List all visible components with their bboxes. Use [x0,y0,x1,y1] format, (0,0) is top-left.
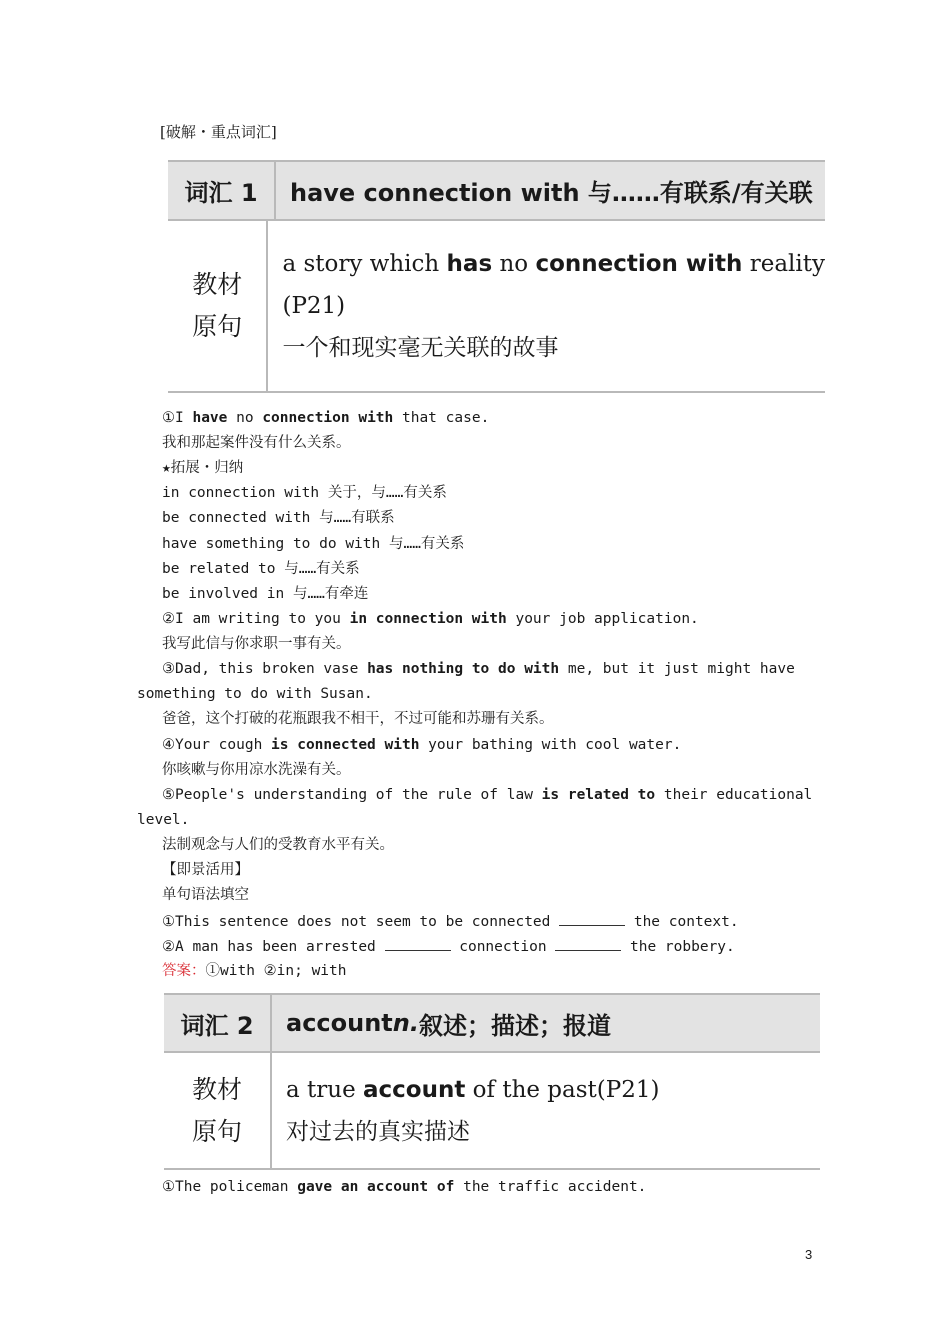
example-line-continued: something to do with Susan. [137,686,373,702]
phrase-line: be involved in 与……有牵连 [162,586,369,602]
vocab-table-body [164,1053,820,1170]
translation-line: 我写此信与你求职一事有关。 [162,636,351,652]
example-line: ②I am writing to you in connection with your job application. [162,611,699,627]
example-line-continued: level. [137,812,190,828]
translation-line: 法制观念与人们的受教育水平有关。 [162,837,394,853]
vocab-table-2 [164,993,820,1170]
example-line: ①The policeman gave an account of the traffic accident. [162,1179,647,1195]
vocab-title: have connection with 与……有联系/有关联 [290,179,813,207]
vocab-number: 词汇 2 [164,995,272,1051]
practice-heading: 【即景活用】 [162,862,249,878]
source-label-line2: 原句 [191,1116,242,1146]
section-label: [破解・重点词汇] [160,123,277,141]
example-translation: 对过去的真实描述 [286,1118,470,1145]
source-label-line2: 原句 [192,312,243,341]
translation-line: 我和那起案件没有什么关系。 [162,435,351,451]
example-line: ①I have no connection with that case. [162,410,490,426]
example-sentence: a true account of the past(P21) [286,1076,660,1103]
source-label [164,1053,272,1168]
example-page-ref: (P21) [282,293,346,319]
answer-blank[interactable] [559,911,625,926]
answer-text: ①with ②in; with [205,963,347,979]
source-label-line1: 教材 [191,1074,242,1104]
phrase-line: be connected with 与……有联系 [162,510,395,526]
source-label-line1: 教材 [192,270,243,299]
example-sentence: a story which has no connection with reality [282,251,825,277]
example-translation: 一个和现实毫无关联的故事 [282,335,559,361]
translation-line: 你咳嗽与你用凉水洗澡有关。 [162,762,351,778]
source-label [168,221,268,391]
answer-blank[interactable] [555,936,621,951]
example-line: ③Dad, this broken vase has nothing to do with me, but it just might have [162,661,795,677]
phrase-line: have something to do with 与……有关系 [162,536,465,552]
exercise-item: ②A man has been arrested connection the robbery. [162,936,735,957]
vocab-table-1 [168,160,825,393]
page-number: 3 [805,1247,813,1262]
expansion-heading: ★拓展・归纳 [162,460,244,476]
vocab-table-body [168,221,825,393]
example-line: ⑤People's understanding of the rule of law is related to their educational [162,787,813,803]
vocab-title: account n. 叙述；描述；报道 [286,1009,611,1040]
vocab-table-header [164,993,820,1053]
source-sentence [268,221,825,391]
exercise-item: ①This sentence does not seem to be connected the context. [162,911,739,932]
answer-line [162,961,347,981]
answer-label: 答案： [162,963,206,979]
phrase-line: in connection with 关于，与……有关系 [162,485,447,501]
exercise-instruction: 单句语法填空 [162,887,249,903]
vocab-number: 词汇 1 [168,162,276,219]
source-sentence [272,1053,820,1168]
answer-blank[interactable] [385,936,451,951]
example-line: ④Your cough is connected with your bathing with cool water. [162,737,682,753]
translation-line: 爸爸，这个打破的花瓶跟我不相干，不过可能和苏珊有关系。 [162,711,554,727]
phrase-line: be related to 与……有关系 [162,561,360,577]
vocab-table-header [168,160,825,221]
